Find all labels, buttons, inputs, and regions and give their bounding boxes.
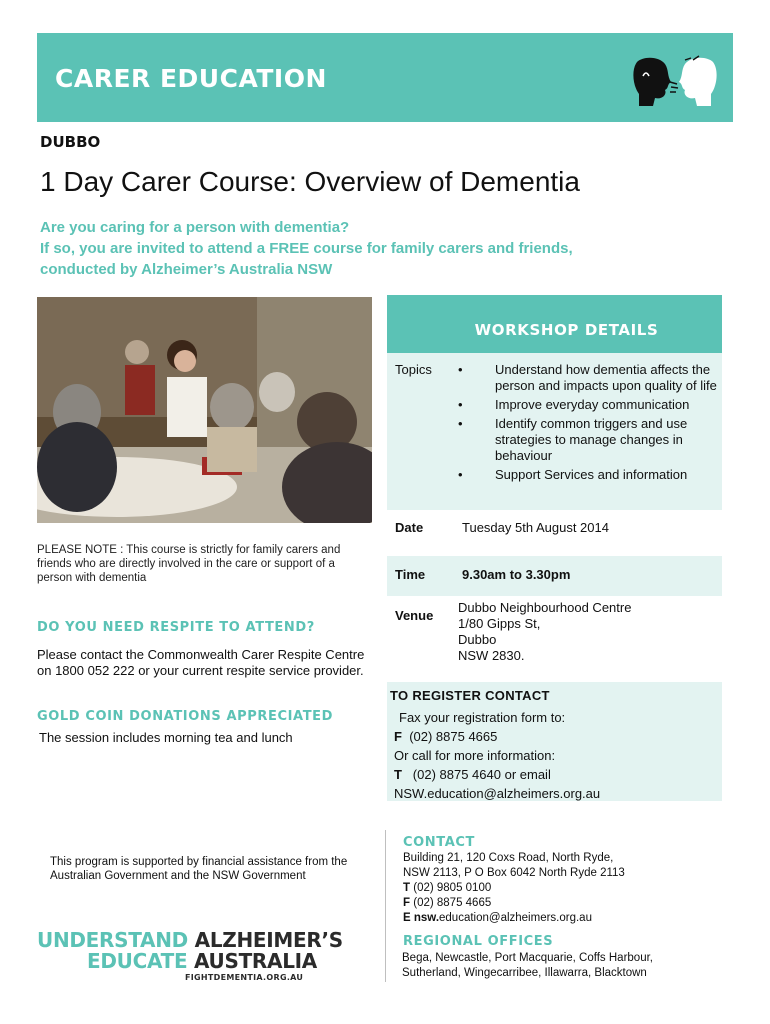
location-heading: DUBBO: [40, 133, 101, 151]
contact-tel: (02) 9805 0100: [413, 882, 492, 894]
bullet-icon: •: [458, 397, 463, 412]
brand-line: [37, 930, 343, 951]
topics-list: [455, 362, 717, 486]
venue-line: Dubbo Neighbourhood Centre: [458, 600, 632, 615]
gold-coin-text: The session includes morning tea and lunch: [39, 730, 293, 745]
page-title: 1 Day Carer Course: Overview of Dementia: [40, 166, 580, 197]
contact-fax-number: (02) 8875 4665: [413, 897, 492, 909]
bullet-icon: •: [458, 362, 463, 377]
contact-line: Building 21, 120 Coxs Road, North Ryde,: [403, 852, 614, 864]
respite-heading: DO YOU NEED RESPITE TO ATTEND?: [37, 620, 315, 635]
register-heading: TO REGISTER CONTACT: [390, 688, 550, 703]
regional-line: Sutherland, Wingecarribee, Illawarra, Blacktown: [402, 967, 647, 979]
contact-heading: CONTACT: [403, 835, 475, 850]
fax-label: F: [394, 729, 402, 744]
date-label: Date: [395, 520, 424, 535]
workshop-details-heading: WORKSHOP DETAILS: [387, 295, 722, 353]
list-item: [455, 467, 717, 483]
bullet-icon: •: [458, 416, 463, 431]
fax-intro: Fax your registration form to:: [399, 710, 566, 725]
contact-fax-label: F: [403, 897, 411, 909]
divider: [385, 830, 386, 982]
intro-line: Are you caring for a person with dementia?: [40, 219, 350, 236]
support-text: This program is supported by financial assistance from the Australian Government and the NSW Government: [50, 856, 348, 882]
venue-line: NSW 2830.: [458, 648, 525, 663]
contact-email-label: E: [403, 912, 411, 924]
time-value: 9.30am to 3.30pm: [462, 567, 571, 582]
tel-line: [394, 765, 600, 784]
venue-line: 1/80 Gipps St,: [458, 616, 541, 631]
gold-coin-heading: GOLD COIN DONATIONS APPRECIATED: [37, 709, 334, 724]
list-item: [455, 416, 717, 464]
regional-line: Bega, Newcastle, Port Macquarie, Coffs Harbour,: [402, 952, 653, 964]
fax-number: (02) 8875 4665: [409, 729, 498, 744]
topic-text: Understand how dementia affects the person and impacts upon quality of life: [495, 362, 717, 393]
date-value: Tuesday 5th August 2014: [462, 520, 609, 535]
respite-text: Please contact the Commonwealth Carer Respite Centre on 1800 052 222 or your current respite service provider.: [37, 647, 365, 678]
header-banner: [37, 33, 733, 122]
topic-text: Support Services and information: [495, 467, 688, 482]
regional-offices-heading: REGIONAL OFFICES: [403, 934, 554, 949]
tel-label: T: [394, 767, 402, 782]
list-item: [455, 397, 717, 413]
topics-label: Topics: [395, 362, 432, 377]
intro-line: If so, you are invited to attend a FREE course for family carers and friends,: [40, 240, 573, 257]
intro-line: conducted by Alzheimer’s Australia NSW: [40, 261, 333, 278]
brand-word: UNDERSTAND: [37, 928, 188, 952]
contact-phone: [403, 881, 625, 896]
brand-line: [37, 951, 343, 972]
topic-text: Identify common triggers and use strategies to manage changes in behaviour: [495, 416, 688, 463]
topic-text: Improve everyday communication: [495, 397, 690, 412]
contact-details: [403, 851, 625, 926]
please-note-text: PLEASE NOTE : This course is strictly for family carers and friends who are directly involved in the care or support of a person with dementia: [37, 544, 341, 584]
contact-email-bold: nsw.: [413, 912, 440, 924]
brand-logo: [37, 930, 343, 982]
contact-fax: [403, 896, 625, 911]
contact-email-rest: education@alzheimers.org.au: [439, 912, 592, 924]
header-title: CARER EDUCATION: [55, 64, 327, 93]
venue-line: Dubbo: [458, 632, 497, 647]
contact-tel-label: T: [403, 882, 411, 894]
contact-line: NSW 2113, P O Box 6042 North Ryde 2113: [403, 867, 625, 879]
venue-value: [458, 600, 631, 664]
bullet-icon: •: [458, 467, 463, 482]
brand-url[interactable]: FIGHTDEMENTIA.ORG.AU: [185, 973, 304, 982]
brand-word: AUSTRALIA: [193, 949, 317, 973]
time-label: Time: [395, 567, 426, 582]
talking-heads-icon: [633, 54, 717, 106]
list-item: [455, 362, 717, 394]
call-intro: Or call for more information:: [394, 748, 556, 763]
brand-word: EDUCATE: [87, 949, 188, 973]
register-details: [394, 708, 600, 803]
venue-label: Venue: [395, 608, 434, 623]
fax-line: [394, 727, 600, 746]
register-email[interactable]: NSW.education@alzheimers.org.au: [394, 786, 601, 801]
contact-email[interactable]: [403, 911, 625, 926]
intro-text: [40, 217, 730, 280]
brand-word: ALZHEIMER’S: [194, 928, 343, 952]
regional-offices-list: [402, 951, 653, 981]
carers-group-photo: [37, 297, 372, 523]
tel-text: (02) 8875 4640 or email: [412, 767, 551, 782]
